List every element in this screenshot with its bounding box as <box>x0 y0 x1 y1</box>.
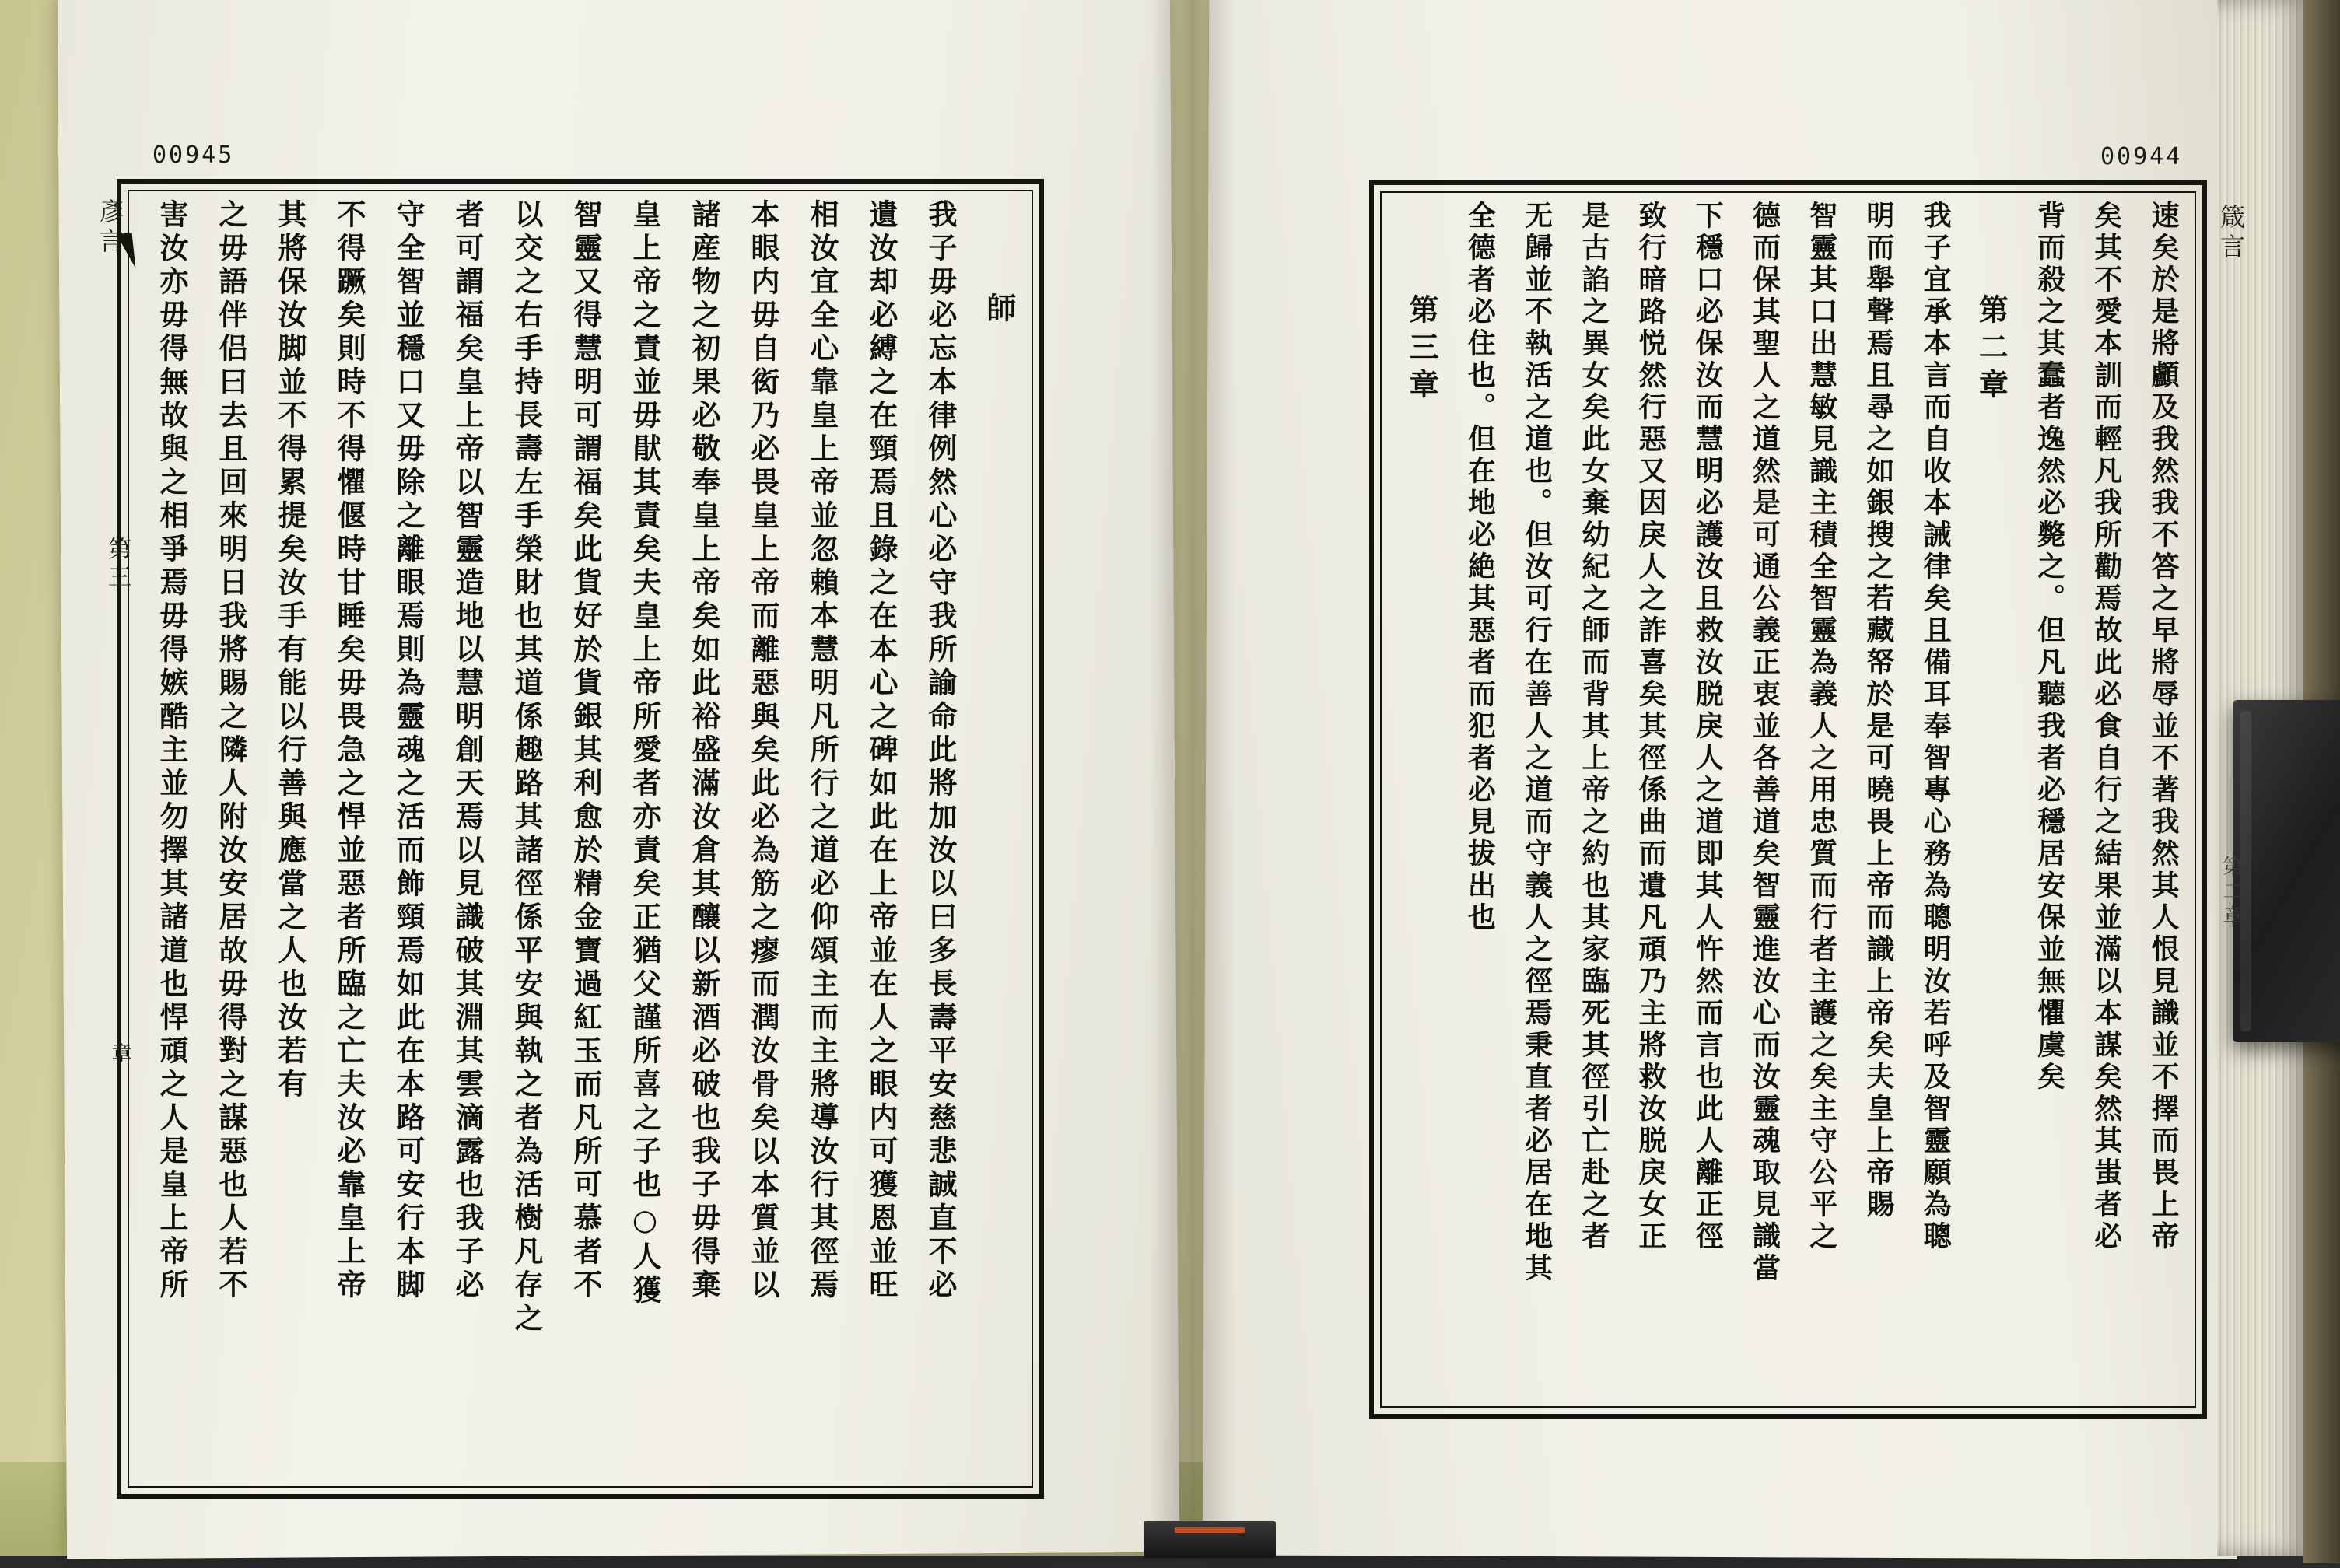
text-column: 之毋語伴侣曰去且回來明日我將賜之隣人附汝安居故毋得對之謀惡也人若不 <box>193 199 252 1475</box>
text-column: 第三章 <box>1386 201 1443 1492</box>
text-column: 本眼内毋自衒乃必畏皇上帝而離惡與矣此必為筋之瘳而潤汝骨矣以本質並以 <box>725 199 784 1475</box>
text-column: 師 <box>962 199 1021 1568</box>
text-column: 不得蹶矣則時不得懼偃時甘睡矣毋畏急之悍並惡者所臨之亡夫汝必靠皇上帝 <box>311 199 370 1475</box>
text-column: 智靈其口出慧敏見識主積全智靈為義人之用忠質而行者主護之矣主守公平之 <box>1785 201 1841 1398</box>
text-column: 德而保其聖人之道然是可通公義正衷並各善道矣智靈進汝心而汝靈魂取見識當 <box>1728 201 1785 1398</box>
text-column: 相汝宜全心靠皇上帝並忽賴本慧明凡所行之道必仰頌主而主將導汝行其徑焉 <box>784 199 843 1475</box>
text-column: 明而舉聲焉且尋之如銀搜之若藏帑於是可曉畏上帝而識上帝矣夫皇上帝賜 <box>1842 201 1899 1398</box>
text-column: 我子宜承本言而自收本誡律矣且備耳奉智專心務為聰明汝若呼及智靈願為聰 <box>1899 201 1956 1398</box>
text-column: 諸産物之初果必敬奉皇上帝矣如此裕盛滿汝倉其釀以新酒必破也我子毋得棄 <box>666 199 725 1475</box>
left-page-side-note-top: 彥言 <box>92 198 128 257</box>
text-column: 我子毋必忘本律例然心必守我所諭命此將加汝以曰多長壽平安慈悲誠直不必 <box>902 199 962 1475</box>
text-column: 者可謂福矣皇上帝以智靈造地以慧明創天焉以見識破其淵其雲滴露也我子必 <box>429 199 489 1475</box>
text-column: 以交之右手持長壽左手榮財也其道係趣路其諸徑係平安與執之者為活樹凡存之 <box>489 199 548 1475</box>
text-column: 矣其不愛本訓而輕凡我所勸焉故此必食自行之結果並滿以本謀矣然其蚩者必 <box>2070 201 2127 1398</box>
right-page-folio: 00944 <box>2100 143 2182 170</box>
text-column: 智靈又得慧明可謂福矣此貨好於貨銀其利愈於精金寶過紅玉而凡所可慕者不 <box>548 199 607 1475</box>
left-page-side-note-middle: 第三 <box>100 537 134 593</box>
text-column: 守全智並穩口又毋除之離眼焉則為靈魂之活而飾頸焉如此在本路可安行本脚 <box>370 199 429 1475</box>
text-column: 速矣於是將顱及我然我不答之早將辱並不著我然其人恨見識並不擇而畏上帝 <box>2127 201 2184 1398</box>
right-page-side-note-top: 箴言 <box>2213 204 2249 263</box>
text-column: 害汝亦毋得無故與之相爭焉毋得嫉酷主並勿擇其諸道也悍頑之人是皇上帝所 <box>134 199 193 1475</box>
text-column: 第二章 <box>1956 201 2012 1492</box>
text-column: 背而殺之其蠢者逸然必斃之。但凡聽我者必穩居安保並無懼虞矣 <box>2012 201 2069 1398</box>
left-page-columns <box>134 199 1021 1475</box>
text-column: 全德者必住也。但在地必絶其惡者而犯者必見拔出也 <box>1443 201 1500 1398</box>
left-page-side-note-bottom: 章 <box>106 1042 135 1067</box>
left-page-folio: 00945 <box>152 142 234 169</box>
right-page-side-note-middle: 第二章 <box>2217 856 2246 930</box>
right-page-columns <box>1386 201 2184 1398</box>
desk-object <box>1144 1521 1276 1558</box>
text-column: 无歸並不執活之道也。但汝可行在善人之道而守義人之徑焉秉直者必居在地其 <box>1500 201 1557 1398</box>
text-column: 下穩口必保汝而慧明必護汝且救汝脱戾人之道即其人忤然而言也此人離正徑 <box>1671 201 1728 1398</box>
text-column: 是古諂之異女矣此女棄幼紀之師而背其上帝之約也其家臨死其徑引亡赴之者 <box>1557 201 1614 1398</box>
text-column: 致行暗路悦然行惡又因戾人之詐喜矣其徑係曲而遺凡頑乃主將救汝脱戾女正 <box>1614 201 1671 1398</box>
text-column: 皇上帝之責並毋猒其責矣夫皇上帝所愛者亦責矣正猶父謹所喜之子也○人獲 <box>607 199 666 1475</box>
text-column: 遺汝却必縛之在頸焉且錄之在本心之碑如此在上帝並在人之眼内可獲恩並旺 <box>843 199 902 1475</box>
book-clip-weight <box>2233 700 2340 1042</box>
text-column: 其將保汝脚並不得累提矣汝手有能以行善與應當之人也汝若有 <box>252 199 311 1475</box>
